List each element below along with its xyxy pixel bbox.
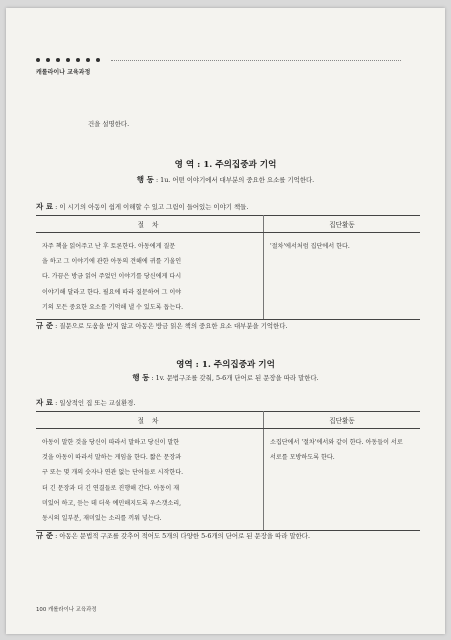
group-line: 서로를 모방하도록 한다. bbox=[270, 454, 335, 462]
behavior-label: 행 동 bbox=[132, 373, 150, 382]
intro-text: 건을 설명한다. bbox=[88, 120, 130, 128]
section1-materials bbox=[36, 201, 248, 212]
group-activity-header: 집단활동 bbox=[264, 412, 421, 429]
procedure-line: 구 또는 몇 개의 숫자나 연관 없는 단어들로 시작한다. bbox=[42, 469, 184, 477]
procedure-line: 을 하고 그 이야기에 관한 아동의 견해에 귀를 기울인 bbox=[42, 258, 182, 266]
procedure-cell bbox=[36, 429, 264, 531]
procedure-line: 것을 아동이 따라서 말하는 게임을 한다. 짧은 문장과 bbox=[42, 454, 182, 462]
behavior-text: : 1v. 문법구조를 갖춰, 5-6개 단어로 된 문장을 따라 말한다. bbox=[151, 374, 319, 382]
criterion-label: 규 준 bbox=[36, 531, 54, 540]
bullet-dot bbox=[56, 58, 60, 62]
bullet-dot bbox=[76, 58, 80, 62]
materials-text: : 일상적인 집 또는 교실환경. bbox=[55, 399, 136, 407]
group-activity-cell bbox=[264, 233, 421, 320]
section1-activity-table bbox=[36, 215, 420, 320]
procedure-line: 자주 책을 읽어주고 난 후 토론한다. 아동에게 질문 bbox=[42, 243, 176, 250]
procedure-line: 미있어 하고, 듣는 데 더욱 예민해지도록 우스갯소리, bbox=[42, 499, 182, 507]
bullet-dot bbox=[46, 58, 50, 62]
procedure-line: 더 긴 문장과 더 긴 연결들로 진행해 간다. 아동이 재 bbox=[42, 484, 180, 492]
procedure-header: 절 차 bbox=[36, 412, 264, 429]
materials-text: : 이 시기의 아동이 쉽게 이해할 수 있고 그림이 들어있는 이야기 책들. bbox=[55, 203, 249, 211]
running-header: 캐롤라이나 교육과정 bbox=[36, 69, 91, 76]
materials-label: 자 료 bbox=[36, 202, 54, 211]
section2-criterion bbox=[36, 530, 310, 541]
bullet-dot bbox=[66, 58, 70, 62]
header-dots bbox=[36, 58, 106, 62]
section2-behavior bbox=[6, 372, 445, 383]
procedure-header: 절 차 bbox=[36, 216, 264, 233]
header-dotted-rule bbox=[111, 60, 401, 61]
behavior-text: : 1u. 어떤 이야기에서 대부분의 중요한 요소를 기억한다. bbox=[155, 176, 315, 184]
criterion-label: 규 준 bbox=[36, 321, 54, 330]
procedure-cell bbox=[36, 233, 264, 320]
criterion-text: : 아동은 문법적 구조를 갖추어 적어도 5개의 다양한 5-6개의 단어로 된 문장을 따라 말한다. bbox=[55, 532, 310, 540]
bullet-dot bbox=[36, 58, 40, 62]
group-activity-cell bbox=[264, 429, 421, 531]
group-line: 소집단에서 '절차'에서와 같이 한다. 아동들이 서로 bbox=[270, 439, 403, 446]
section1-criterion bbox=[36, 320, 287, 331]
bullet-dot bbox=[96, 58, 100, 62]
section1-heading: 영 역 : 1. 주의집중과 기억 bbox=[174, 160, 277, 170]
procedure-line: 이야기해 달라고 한다. 필요에 따라 질문하여 그 이야 bbox=[42, 288, 182, 296]
section2-materials bbox=[36, 397, 135, 408]
procedure-line: 기의 모든 중요한 요소를 기억해 낼 수 있도록 돕는다. bbox=[42, 303, 184, 311]
footer-title: 캐롤라이나 교육과정 bbox=[48, 607, 97, 613]
materials-label: 자 료 bbox=[36, 398, 54, 407]
group-activity-header: 집단활동 bbox=[264, 216, 421, 233]
procedure-line: 아동이 말한 것을 당신이 따라서 말하고 당신이 말한 bbox=[42, 439, 180, 446]
procedure-line: 동시의 일부분, 재미있는 소리를 끼워 넣는다. bbox=[42, 515, 162, 523]
behavior-label: 행 동 bbox=[136, 175, 154, 184]
document-page bbox=[6, 8, 445, 634]
section1-behavior bbox=[6, 174, 445, 185]
criterion-text: : 질문으로 도움을 받지 않고 아동은 방금 읽은 책의 중요한 요소 대부분을 기억한다. bbox=[55, 322, 288, 330]
page-footer bbox=[36, 605, 97, 613]
page-number: 100 bbox=[36, 607, 47, 613]
procedure-line: 다. 가끔은 방금 읽어 주었던 이야기를 당신에게 다시 bbox=[42, 273, 182, 281]
section2-heading: 영역 : 1. 주의집중과 기억 bbox=[176, 360, 275, 370]
section2-activity-table bbox=[36, 411, 420, 531]
group-line: '절차'에서처럼 집단에서 한다. bbox=[270, 243, 350, 250]
bullet-dot bbox=[86, 58, 90, 62]
